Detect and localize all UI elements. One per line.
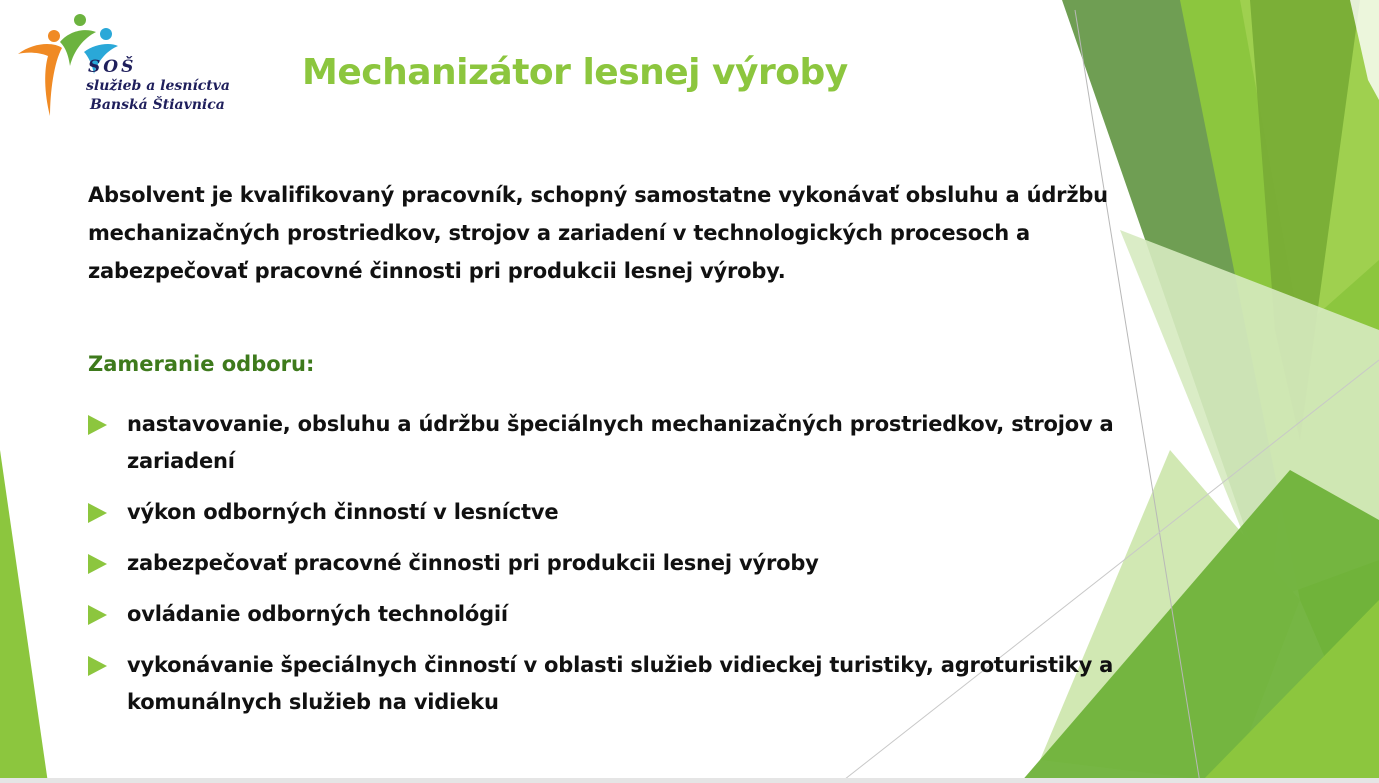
intro-paragraph: Absolvent je kvalifikovaný pracovník, schopný samostatne vykonávať obsluhu a údržbu mechanizačných prostriedkov, strojov a zariadení v technologických procesoch a zabezpečovať pracovné činnosti pri produkcii lesnej výroby.: [88, 183, 1108, 283]
bullet-arrow-icon: [88, 605, 107, 625]
bullet-item: [88, 494, 1178, 531]
bullet-arrow-icon: [88, 656, 107, 676]
bullet-item: [88, 406, 1178, 480]
facet-left-sliver: [0, 450, 48, 783]
bullet-text: nastavovanie, obsluhu a údržbu špeciálnych mechanizačných prostriedkov, strojov a zariadení: [127, 412, 1114, 473]
bullet-text: vykonávanie špeciálnych činností v oblasti služieb vidieckej turistiky, agroturistiky a komunálnych služieb na vidieku: [127, 653, 1114, 714]
slide-title: Mechanizátor lesnej výroby: [302, 52, 848, 93]
bottom-rule: [0, 778, 1379, 783]
bullet-arrow-icon: [88, 554, 107, 574]
logo-sos-text: SOŠ: [88, 57, 137, 77]
bullet-text: ovládanie odborných technológií: [127, 602, 508, 626]
bullet-item: [88, 647, 1178, 721]
school-logo: [14, 12, 254, 127]
bullet-text: výkon odborných činností v lesníctve: [127, 500, 559, 524]
section-heading: Zameranie odboru:: [88, 352, 315, 376]
logo-line-2: služieb a lesníctva: [86, 78, 230, 94]
bullet-arrow-icon: [88, 503, 107, 523]
logo-line-3: Banská Štiavnica: [90, 97, 225, 113]
bullet-arrow-icon: [88, 415, 107, 435]
bullet-item: [88, 545, 1178, 582]
bullet-text: zabezpečovať pracovné činnosti pri produkcii lesnej výroby: [127, 551, 819, 575]
bullet-item: [88, 596, 1178, 633]
bullet-list: [88, 406, 1178, 735]
